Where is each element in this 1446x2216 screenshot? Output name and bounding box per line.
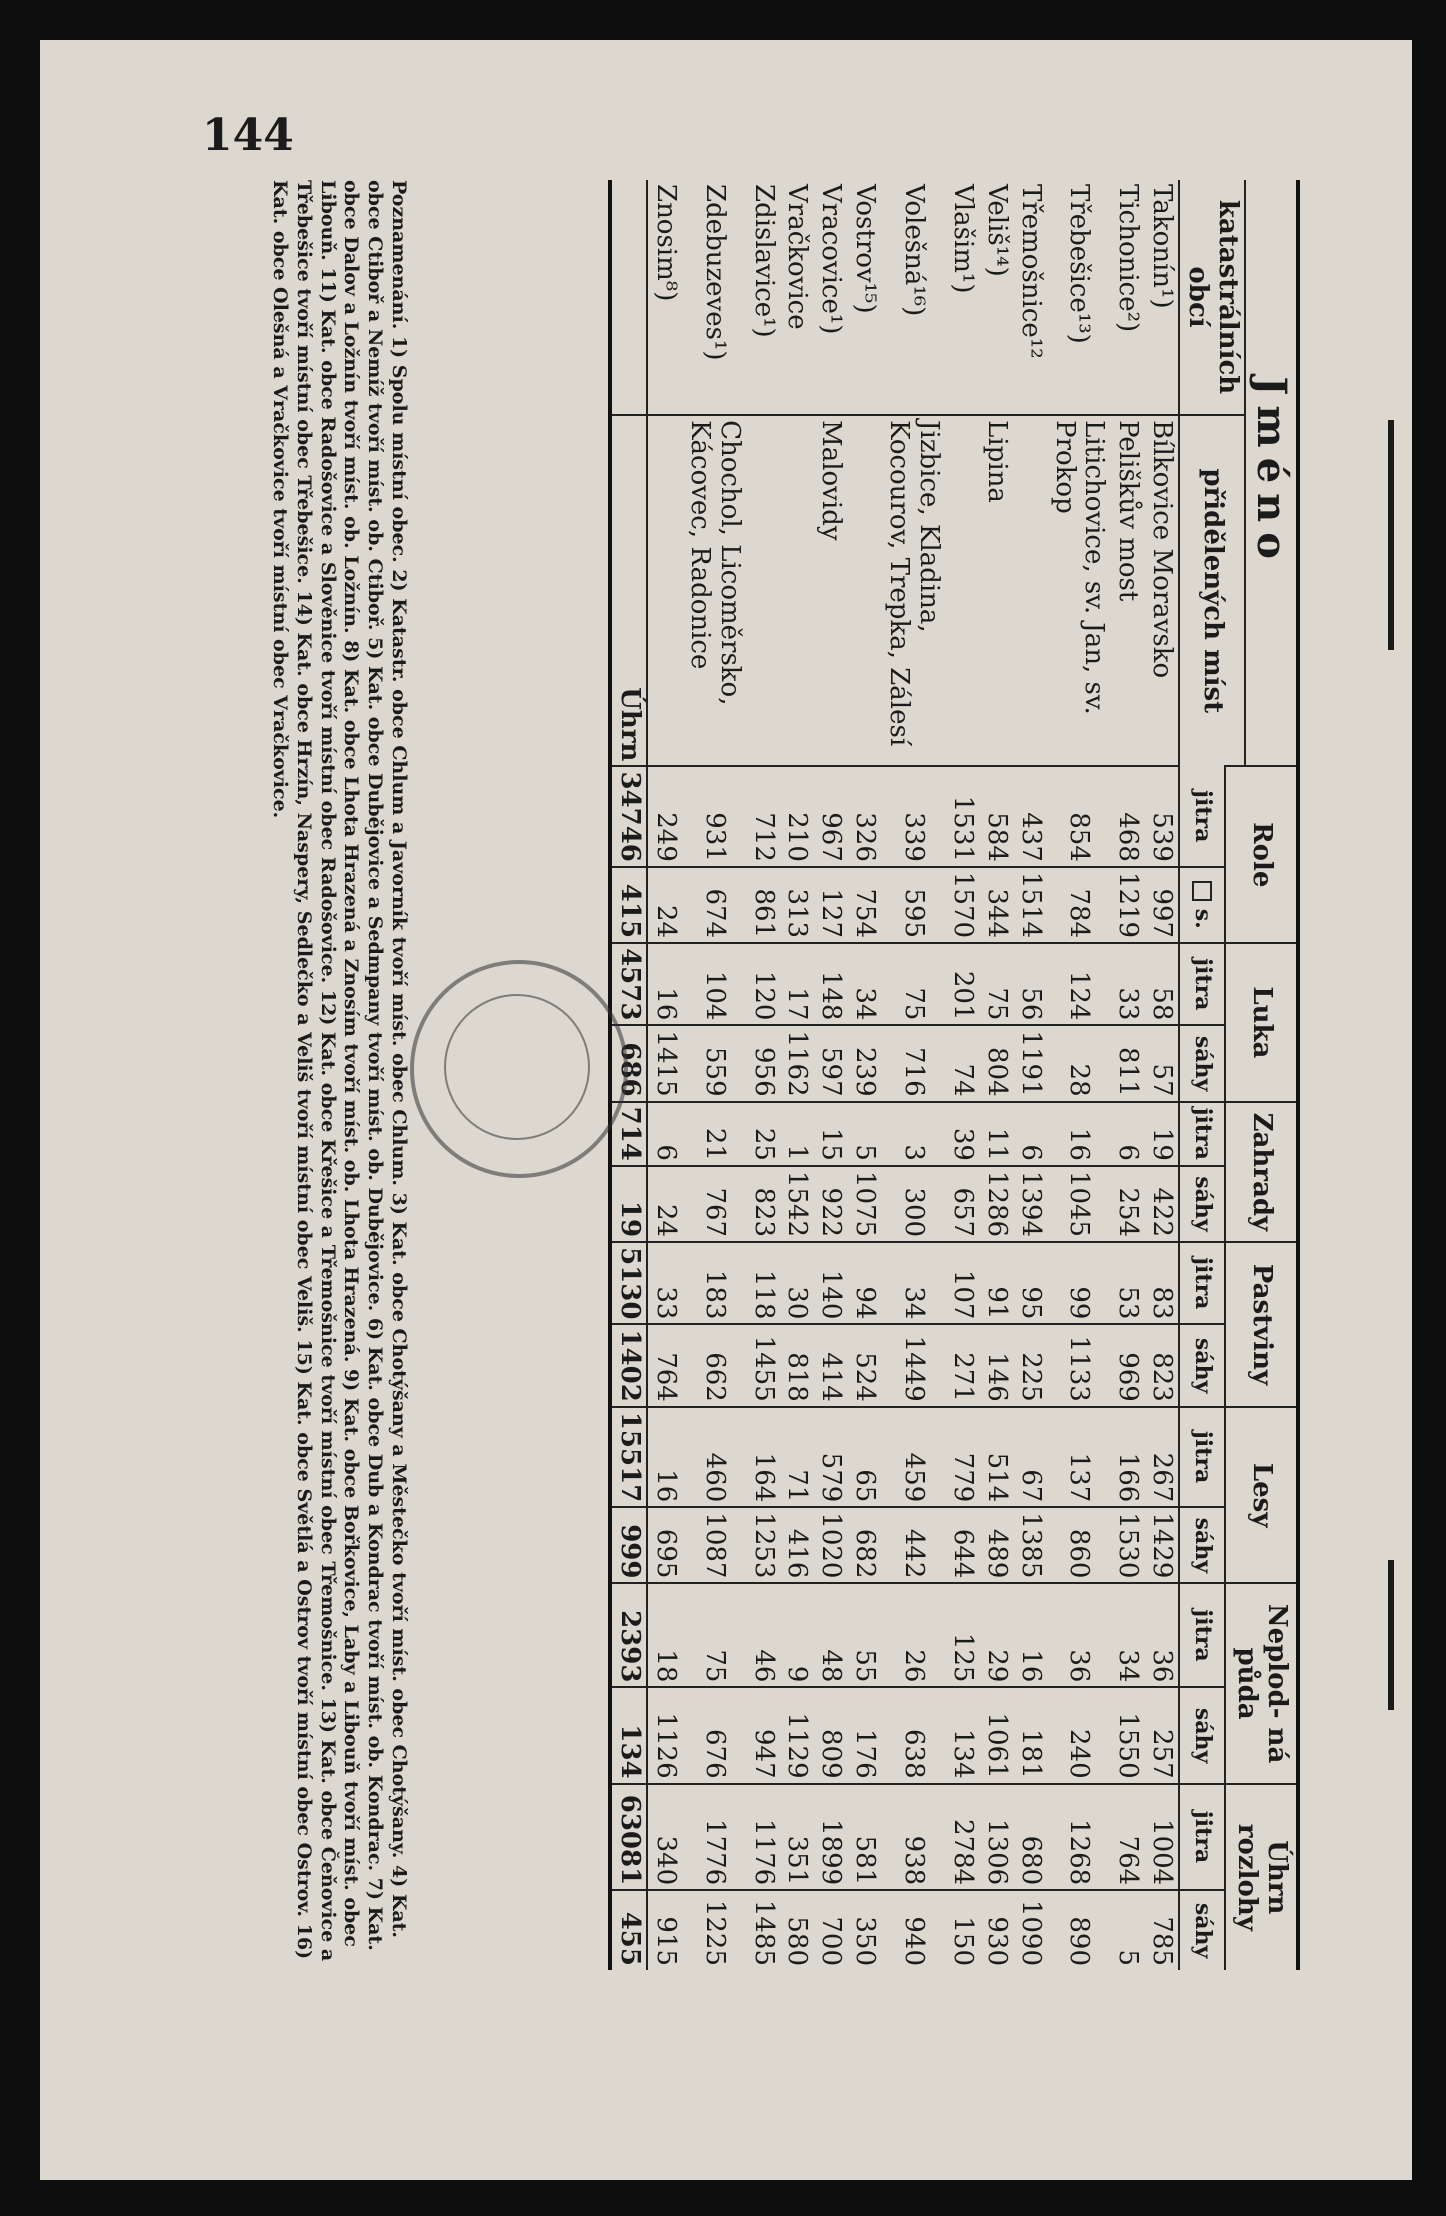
cell-neplodna-sahy: 176 (847, 1687, 881, 1783)
cell-pastviny-sahy: 1455 (746, 1324, 780, 1406)
header-zahrady: Zahrady (1225, 1102, 1298, 1242)
total-zahrady-jitra: 714 (610, 1102, 647, 1166)
cell-uhrn-sahy: 350 (847, 1890, 881, 1970)
cell-uhrn-jitra: 1004 (1144, 1784, 1179, 1891)
table-body (647, 180, 1179, 1970)
cell-role-jitra: 539 (1144, 766, 1179, 866)
cell-role-jitra: 931 (682, 766, 746, 866)
cell-zahrady-sahy: 657 (945, 1166, 979, 1242)
cell-lesy-jitra: 67 (1013, 1407, 1047, 1507)
cell-role-jitra: 468 (1110, 766, 1144, 866)
unit-s-abbr: s. (1189, 908, 1216, 929)
cell-uhrn-sahy: 1485 (746, 1890, 780, 1970)
header-role: Role (1225, 766, 1298, 943)
cell-pastviny-jitra: 53 (1110, 1242, 1144, 1324)
cell-luka-sahy: 28 (1047, 1025, 1111, 1101)
cell-lesy-jitra: 459 (881, 1407, 945, 1507)
total-role-jitra: 34746 (610, 766, 647, 866)
cell-lesy-jitra: 16 (647, 1407, 682, 1507)
cell-zahrady-sahy: 254 (1110, 1166, 1144, 1242)
cell-neplodna-jitra: 18 (647, 1583, 682, 1687)
cell-luka-sahy: 956 (746, 1025, 780, 1101)
cell-zahrady-jitra: 16 (1047, 1102, 1111, 1166)
cell-mista (945, 415, 979, 766)
cell-role-sahy: 127 (813, 867, 847, 943)
cell-pastviny-sahy: 1449 (881, 1324, 945, 1406)
total-uhrn-sahy: 455 (610, 1890, 647, 1970)
cell-uhrn-jitra: 1306 (979, 1784, 1013, 1891)
cell-pastviny-sahy: 823 (1144, 1324, 1179, 1406)
cell-pastviny-jitra: 140 (813, 1242, 847, 1324)
table-row (1144, 180, 1179, 1970)
cell-pastviny-sahy: 969 (1110, 1324, 1144, 1406)
page-number: 144 (202, 110, 294, 161)
cell-zahrady-sahy: 823 (746, 1166, 780, 1242)
cell-mista (780, 415, 814, 766)
cell-role-jitra: 437 (1013, 766, 1047, 866)
cell-pastviny-jitra: 91 (979, 1242, 1013, 1324)
cell-pastviny-jitra: 83 (1144, 1242, 1179, 1324)
cell-neplodna-sahy: 947 (746, 1687, 780, 1783)
cell-neplodna-jitra: 36 (1144, 1583, 1179, 1687)
cell-role-jitra: 967 (813, 766, 847, 866)
cell-luka-sahy: 559 (682, 1025, 746, 1101)
header-katastralnich-obci: katastrálních obcí (1179, 180, 1245, 415)
cell-neplodna-jitra: 36 (1047, 1583, 1111, 1687)
cell-obec: Vostrov¹⁵) (850, 184, 881, 314)
cell-mista: Bílkovice Moravsko (1144, 415, 1179, 766)
cell-zahrady-jitra: 1 (780, 1102, 814, 1166)
header-luka: Luka (1225, 943, 1298, 1102)
table-row (780, 180, 814, 1970)
cell-obec: Třebešice¹³) (1064, 184, 1095, 344)
cell-luka-jitra: 17 (780, 943, 814, 1025)
unit-jitra: jitra (1179, 1784, 1225, 1891)
cell-role-sahy: 784 (1047, 867, 1111, 943)
cell-neplodna-jitra: 75 (682, 1583, 746, 1687)
cell-obec: Veliš¹⁴) (981, 184, 1012, 277)
cell-zahrady-sahy: 422 (1144, 1166, 1179, 1242)
cell-zahrady-jitra: 3 (881, 1102, 945, 1166)
cell-zahrady-sahy: 922 (813, 1166, 847, 1242)
cell-role-sahy: 344 (979, 867, 1013, 943)
cell-lesy-sahy: 644 (945, 1507, 979, 1583)
cell-role-sahy: 595 (881, 867, 945, 943)
cell-obec: Tichonice²) (1113, 184, 1144, 333)
unit-sahy: sáhy (1179, 1166, 1225, 1242)
cell-neplodna-sahy: 257 (1144, 1687, 1179, 1783)
cell-role-jitra: 249 (647, 766, 682, 866)
cell-zahrady-jitra: 19 (1144, 1102, 1179, 1166)
scan-artifact (1388, 1560, 1394, 1710)
cell-pastviny-sahy: 818 (780, 1324, 814, 1406)
cell-luka-jitra: 56 (1013, 943, 1047, 1025)
header-lesy: Lesy (1225, 1407, 1298, 1584)
cell-lesy-jitra: 514 (979, 1407, 1013, 1507)
table-row (979, 180, 1013, 1970)
cell-role-jitra: 584 (979, 766, 1013, 866)
cell-luka-sahy: 57 (1144, 1025, 1179, 1101)
table-row (1110, 180, 1144, 1970)
cell-neplodna-jitra: 16 (1013, 1583, 1047, 1687)
header-jmeno: Jméno (1245, 180, 1298, 766)
cell-obec: Volešná¹⁶) (899, 184, 930, 317)
total-luka-jitra: 4573 (610, 943, 647, 1025)
cell-uhrn-jitra: 680 (1013, 1784, 1047, 1891)
stamp-inner-ring (444, 994, 590, 1140)
unit-jitra: jitra (1179, 943, 1225, 1025)
cell-uhrn-sahy: 700 (813, 1890, 847, 1970)
unit-jitra: jitra (1179, 1407, 1225, 1507)
cell-lesy-sahy: 1530 (1110, 1507, 1144, 1583)
unit-jitra: jitra (1179, 1102, 1225, 1166)
table-row (682, 180, 746, 1970)
cell-zahrady-jitra: 39 (945, 1102, 979, 1166)
cell-pastviny-sahy: 414 (813, 1324, 847, 1406)
total-lesy-sahy: 999 (610, 1507, 647, 1583)
cell-mista: Peliškův most (1110, 415, 1144, 766)
cell-zahrady-jitra: 15 (813, 1102, 847, 1166)
cell-lesy-jitra: 65 (847, 1407, 881, 1507)
cell-zahrady-sahy: 1045 (1047, 1166, 1111, 1242)
cell-zahrady-jitra: 6 (1110, 1102, 1144, 1166)
cell-luka-sahy: 597 (813, 1025, 847, 1101)
unit-sahy (1179, 867, 1225, 943)
cell-uhrn-sahy: 785 (1144, 1890, 1179, 1970)
cell-lesy-jitra: 71 (780, 1407, 814, 1507)
total-role-sahy: 415 (610, 867, 647, 943)
unit-sahy: sáhy (1179, 1890, 1225, 1970)
cell-luka-sahy: 804 (979, 1025, 1013, 1101)
table-row (746, 180, 780, 1970)
cell-neplodna-jitra: 26 (881, 1583, 945, 1687)
cell-role-sahy: 674 (682, 867, 746, 943)
cell-luka-jitra: 201 (945, 943, 979, 1025)
cell-pastviny-jitra: 107 (945, 1242, 979, 1324)
unit-sahy: sáhy (1179, 1324, 1225, 1406)
unit-sahy: sáhy (1179, 1507, 1225, 1583)
total-neplodna-sahy: 134 (610, 1687, 647, 1783)
cell-obec: Třemošnice¹² (1015, 184, 1046, 359)
cell-mista (1013, 415, 1047, 766)
cell-pastviny-jitra: 34 (881, 1242, 945, 1324)
cell-uhrn-sahy: 940 (881, 1890, 945, 1970)
cell-pastviny-jitra: 99 (1047, 1242, 1111, 1324)
cell-role-sahy: 1219 (1110, 867, 1144, 943)
cell-neplodna-jitra: 29 (979, 1583, 1013, 1687)
cell-zahrady-sahy: 767 (682, 1166, 746, 1242)
cell-obec: Zdislavice¹) (748, 184, 779, 338)
cell-lesy-sahy: 695 (647, 1507, 682, 1583)
footnote: Poznamenání. 1) Spolu místní obec. 2) Katastr. obce Chlum a Javorník tvoří míst. obec Chlum. 3) Kat. obce Chotýšany a Městečko tvoří míst. obec Chotýšany. 4) Kat. obce Ctiboř a Nemíž tvoří míst. ob. Ctiboř. 5) Kat. obce Dubějovice a Sedmpany tvoří míst. ob. Dubějovice. 6) Kat. obce Dub a Kondrac tvoří míst. ob. Kondrac. 7) Kat. obce Dalov a Ložnín tvoří míst. ob. Ložnín. 8) Kat. obce Lhota Hrazená a Znosím tvoří míst. ob. Lhota Hrazená. 9) Kat. obce Bořkovice, Laby a Libouň tvoří míst. obec Libouň. 11) Kat. obce Radošovice a Slověnice tvoří místní obec Radošovice. 12) Kat. obce Křešice a Třemošnice tvoří místní obec Třemošnice. 13) Kat. obce Čeňovice a Třebešice tvoří místní obec Třebešice. 14) Kat. obce Hrzín, Naspery, Sedlečko a Veliš tvoří místní obec Veliš. 15) Kat. obce Světlá a Ostrov tvoří místní obec Ostrov. 16) Kat. obce Olešná a Vračkovice tvoří místní obec Vračkovice. (269, 180, 410, 1962)
table-row (647, 180, 682, 1970)
cell-luka-jitra: 34 (847, 943, 881, 1025)
unit-sahy: sáhy (1179, 1687, 1225, 1783)
cell-lesy-sahy: 860 (1047, 1507, 1111, 1583)
cell-zahrady-sahy: 1075 (847, 1166, 881, 1242)
cell-uhrn-sahy: 5 (1110, 1890, 1144, 1970)
cell-luka-jitra: 75 (881, 943, 945, 1025)
total-lesy-jitra: 15517 (610, 1407, 647, 1507)
total-label: Úhrn (610, 415, 647, 766)
cell-role-jitra: 339 (881, 766, 945, 866)
cell-uhrn-jitra: 2784 (945, 1784, 979, 1891)
cell-pastviny-sahy: 1133 (1047, 1324, 1111, 1406)
cell-mista: Malovidy (813, 415, 847, 766)
cell-lesy-sahy: 416 (780, 1507, 814, 1583)
cell-obec: Takonín¹) (1147, 184, 1178, 309)
cell-mista (746, 415, 780, 766)
cell-lesy-sahy: 1087 (682, 1507, 746, 1583)
cell-uhrn-jitra: 1268 (1047, 1784, 1111, 1891)
cell-neplodna-jitra: 55 (847, 1583, 881, 1687)
cell-neplodna-sahy: 1129 (780, 1687, 814, 1783)
cell-neplodna-sahy: 1550 (1110, 1687, 1144, 1783)
cell-pastviny-jitra: 33 (647, 1242, 682, 1324)
cell-zahrady-jitra: 6 (647, 1102, 682, 1166)
cell-luka-sahy: 716 (881, 1025, 945, 1101)
cell-role-jitra: 1531 (945, 766, 979, 866)
cell-neplodna-sahy: 181 (1013, 1687, 1047, 1783)
cell-role-sahy: 997 (1144, 867, 1179, 943)
cell-role-sahy: 754 (847, 867, 881, 943)
cell-pastviny-sahy: 271 (945, 1324, 979, 1406)
header-pastviny: Pastviny (1225, 1242, 1298, 1407)
cell-role-jitra: 712 (746, 766, 780, 866)
cell-mista (847, 415, 881, 766)
total-neplodna-jitra: 2393 (610, 1583, 647, 1687)
cell-uhrn-jitra: 351 (780, 1784, 814, 1891)
cell-neplodna-sahy: 1126 (647, 1687, 682, 1783)
cell-zahrady-sahy: 300 (881, 1166, 945, 1242)
cell-pastviny-sahy: 764 (647, 1324, 682, 1406)
cell-uhrn-sahy: 890 (1047, 1890, 1111, 1970)
cell-mista: Chochol, Licoměrsko, Kácovec, Radonice (682, 415, 746, 766)
cell-uhrn-jitra: 764 (1110, 1784, 1144, 1891)
cell-pastviny-sahy: 662 (682, 1324, 746, 1406)
cell-mista (647, 415, 682, 766)
cell-neplodna-jitra: 9 (780, 1583, 814, 1687)
cell-lesy-jitra: 267 (1144, 1407, 1179, 1507)
cell-uhrn-jitra: 581 (847, 1784, 881, 1891)
cell-pastviny-sahy: 225 (1013, 1324, 1047, 1406)
table-row (1047, 180, 1111, 1970)
land-statistics-table (608, 180, 1300, 1970)
total-luka-sahy: 686 (610, 1025, 647, 1101)
cell-lesy-sahy: 1253 (746, 1507, 780, 1583)
cell-lesy-jitra: 166 (1110, 1407, 1144, 1507)
cell-obec: Vlašim¹) (947, 184, 978, 294)
cell-uhrn-sahy: 580 (780, 1890, 814, 1970)
checkbox-mark (1192, 881, 1212, 901)
cell-neplodna-sahy: 1061 (979, 1687, 1013, 1783)
cell-zahrady-jitra: 6 (1013, 1102, 1047, 1166)
cell-neplodna-jitra: 125 (945, 1583, 979, 1687)
cell-neplodna-sahy: 638 (881, 1687, 945, 1783)
cell-lesy-sahy: 682 (847, 1507, 881, 1583)
cell-lesy-sahy: 1385 (1013, 1507, 1047, 1583)
cell-role-sahy: 1570 (945, 867, 979, 943)
total-zahrady-sahy: 19 (610, 1166, 647, 1242)
cell-role-sahy: 24 (647, 867, 682, 943)
cell-obec: Znosim⁸) (650, 184, 681, 302)
cell-mista: Jizbice, Kladina, Kocourov, Trepka, Zálesí (881, 415, 945, 766)
cell-luka-jitra: 120 (746, 943, 780, 1025)
cell-luka-jitra: 58 (1144, 943, 1179, 1025)
cell-luka-sahy: 1191 (1013, 1025, 1047, 1101)
cell-luka-jitra: 75 (979, 943, 1013, 1025)
cell-uhrn-sahy: 1225 (682, 1890, 746, 1970)
cell-neplodna-sahy: 809 (813, 1687, 847, 1783)
cell-pastviny-jitra: 30 (780, 1242, 814, 1324)
cell-uhrn-sahy: 1090 (1013, 1890, 1047, 1970)
cell-lesy-sahy: 489 (979, 1507, 1013, 1583)
cell-luka-jitra: 124 (1047, 943, 1111, 1025)
cell-mista: Lipina (979, 415, 1013, 766)
cell-role-sahy: 313 (780, 867, 814, 943)
table-row (881, 180, 945, 1970)
cell-obec: Vračkovice (782, 184, 813, 330)
cell-lesy-jitra: 164 (746, 1407, 780, 1507)
cell-lesy-jitra: 579 (813, 1407, 847, 1507)
cell-role-sahy: 861 (746, 867, 780, 943)
cell-uhrn-sahy: 915 (647, 1890, 682, 1970)
cell-uhrn-jitra: 1176 (746, 1784, 780, 1891)
cell-neplodna-jitra: 34 (1110, 1583, 1144, 1687)
cell-uhrn-jitra: 1776 (682, 1784, 746, 1891)
cell-pastviny-jitra: 118 (746, 1242, 780, 1324)
cell-zahrady-jitra: 11 (979, 1102, 1013, 1166)
cell-uhrn-jitra: 1899 (813, 1784, 847, 1891)
cell-luka-sahy: 74 (945, 1025, 979, 1101)
cell-pastviny-sahy: 146 (979, 1324, 1013, 1406)
cell-luka-jitra: 148 (813, 943, 847, 1025)
cell-lesy-sahy: 1020 (813, 1507, 847, 1583)
unit-jitra: jitra (1179, 1242, 1225, 1324)
cell-pastviny-sahy: 524 (847, 1324, 881, 1406)
cell-neplodna-jitra: 46 (746, 1583, 780, 1687)
total-blank (610, 180, 647, 415)
library-stamp (410, 960, 628, 1178)
header-neplodna: Neplod- ná půda (1225, 1583, 1298, 1783)
total-pastviny-sahy: 1402 (610, 1324, 647, 1406)
cell-zahrady-sahy: 1394 (1013, 1166, 1047, 1242)
cell-uhrn-jitra: 340 (647, 1784, 682, 1891)
header-pridelenych-mist: přidělených míst (1179, 415, 1245, 766)
cell-zahrady-jitra: 5 (847, 1102, 881, 1166)
table-row (945, 180, 979, 1970)
cell-luka-jitra: 33 (1110, 943, 1144, 1025)
cell-neplodna-jitra: 48 (813, 1583, 847, 1687)
cell-uhrn-sahy: 150 (945, 1890, 979, 1970)
cell-role-jitra: 326 (847, 766, 881, 866)
cell-zahrady-sahy: 1286 (979, 1166, 1013, 1242)
unit-jitra: jitra (1179, 766, 1225, 866)
cell-luka-sahy: 1415 (647, 1025, 682, 1101)
cell-lesy-jitra: 460 (682, 1407, 746, 1507)
rotated-footnote-wrapper (269, 180, 410, 1970)
cell-role-jitra: 854 (1047, 766, 1111, 866)
cell-zahrady-jitra: 21 (682, 1102, 746, 1166)
cell-uhrn-jitra: 938 (881, 1784, 945, 1891)
cell-luka-sahy: 811 (1110, 1025, 1144, 1101)
cell-zahrady-jitra: 25 (746, 1102, 780, 1166)
cell-luka-sahy: 1162 (780, 1025, 814, 1101)
table-row (813, 180, 847, 1970)
table-row (1013, 180, 1047, 1970)
cell-pastviny-jitra: 95 (1013, 1242, 1047, 1324)
cell-pastviny-jitra: 183 (682, 1242, 746, 1324)
cell-neplodna-sahy: 134 (945, 1687, 979, 1783)
scan-artifact (1388, 420, 1394, 650)
cell-zahrady-sahy: 1542 (780, 1166, 814, 1242)
cell-luka-sahy: 239 (847, 1025, 881, 1101)
unit-jitra: jitra (1179, 1583, 1225, 1687)
cell-obec: Vracovice¹) (816, 184, 847, 335)
cell-neplodna-sahy: 240 (1047, 1687, 1111, 1783)
header-uhrn-rozlohy: Úhrn rozlohy (1225, 1784, 1298, 1970)
cell-lesy-sahy: 1429 (1144, 1507, 1179, 1583)
cell-lesy-sahy: 442 (881, 1507, 945, 1583)
cell-role-sahy: 1514 (1013, 867, 1047, 943)
table-row (847, 180, 881, 1970)
cell-mista: Litichovice, sv. Jan, sv. Prokop (1047, 415, 1111, 766)
cell-role-jitra: 210 (780, 766, 814, 866)
cell-zahrady-sahy: 24 (647, 1166, 682, 1242)
cell-neplodna-sahy: 676 (682, 1687, 746, 1783)
unit-sahy: sáhy (1179, 1025, 1225, 1101)
cell-lesy-jitra: 137 (1047, 1407, 1111, 1507)
cell-uhrn-sahy: 930 (979, 1890, 1013, 1970)
cell-luka-jitra: 104 (682, 943, 746, 1025)
cell-lesy-jitra: 779 (945, 1407, 979, 1507)
total-pastviny-jitra: 5130 (610, 1242, 647, 1324)
cell-obec: Zdebuzeves¹) (699, 184, 730, 361)
cell-pastviny-jitra: 94 (847, 1242, 881, 1324)
cell-luka-jitra: 16 (647, 943, 682, 1025)
total-uhrn-jitra: 63081 (610, 1784, 647, 1891)
